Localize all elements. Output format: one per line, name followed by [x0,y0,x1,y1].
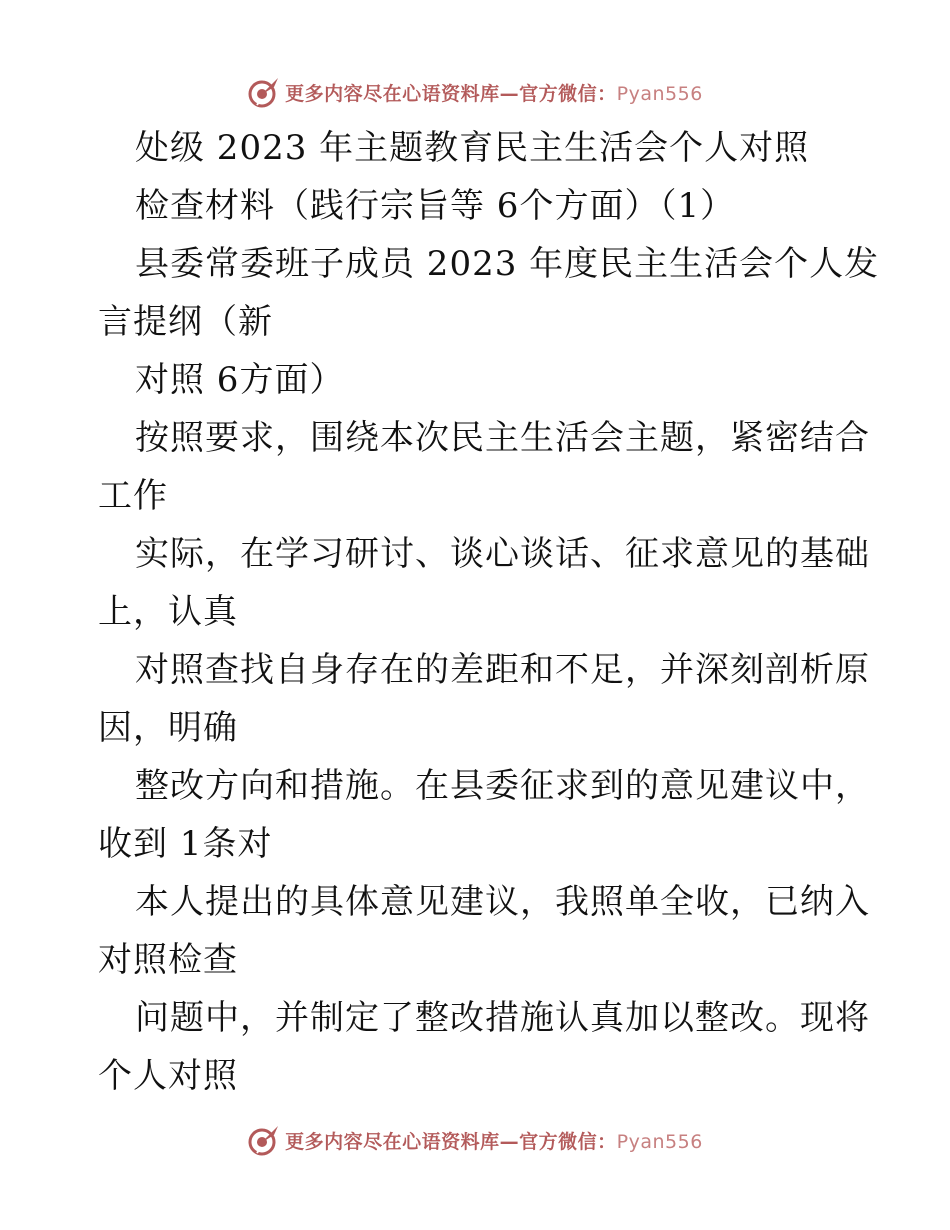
text-line: 上，认真 [98,592,238,632]
text-line: 按照要求，围绕本次民主生活会主题，紧密结合 [135,418,870,458]
text-line: 处级 2023 年主题教育民主生活会个人对照 [135,128,810,168]
text-line: 工作 [98,476,168,516]
text-line: 言提纲（新 [98,302,273,342]
text-line: 问题中，并制定了整改措施认真加以整改。现将 [135,998,870,1038]
text-line: 整改方向和措施。在县委征求到的意见建议中， [135,766,870,806]
watermark-text-cn: 更多内容尽在心语资料库—官方微信： [285,1130,617,1153]
text-line: 检查材料（践行宗旨等 6个方面）（1） [135,186,736,226]
watermark-text-cn: 更多内容尽在心语资料库—官方微信： [285,82,617,105]
text-line: 对照检查 [98,940,238,980]
text-line: 对照 6方面） [135,360,345,400]
quill-logo-icon [247,1123,281,1157]
text-line: 个人对照 [98,1056,238,1096]
watermark-text-en: Pyan556 [616,82,703,105]
text-line: 因，明确 [98,708,238,748]
text-line: 本人提出的具体意见建议，我照单全收，已纳入 [135,882,870,922]
watermark-text [285,1127,703,1154]
text-line: 对照查找自身存在的差距和不足，并深刻剖析原 [135,650,870,690]
text-line: 县委常委班子成员 2023 年度民主生活会个人发 [135,244,880,284]
watermark-text-en: Pyan556 [616,1130,703,1153]
footer-watermark [0,1120,950,1160]
text-line: 实际，在学习研讨、谈心谈话、征求意见的基础 [135,534,870,574]
text-line: 收到 1条对 [98,824,273,864]
